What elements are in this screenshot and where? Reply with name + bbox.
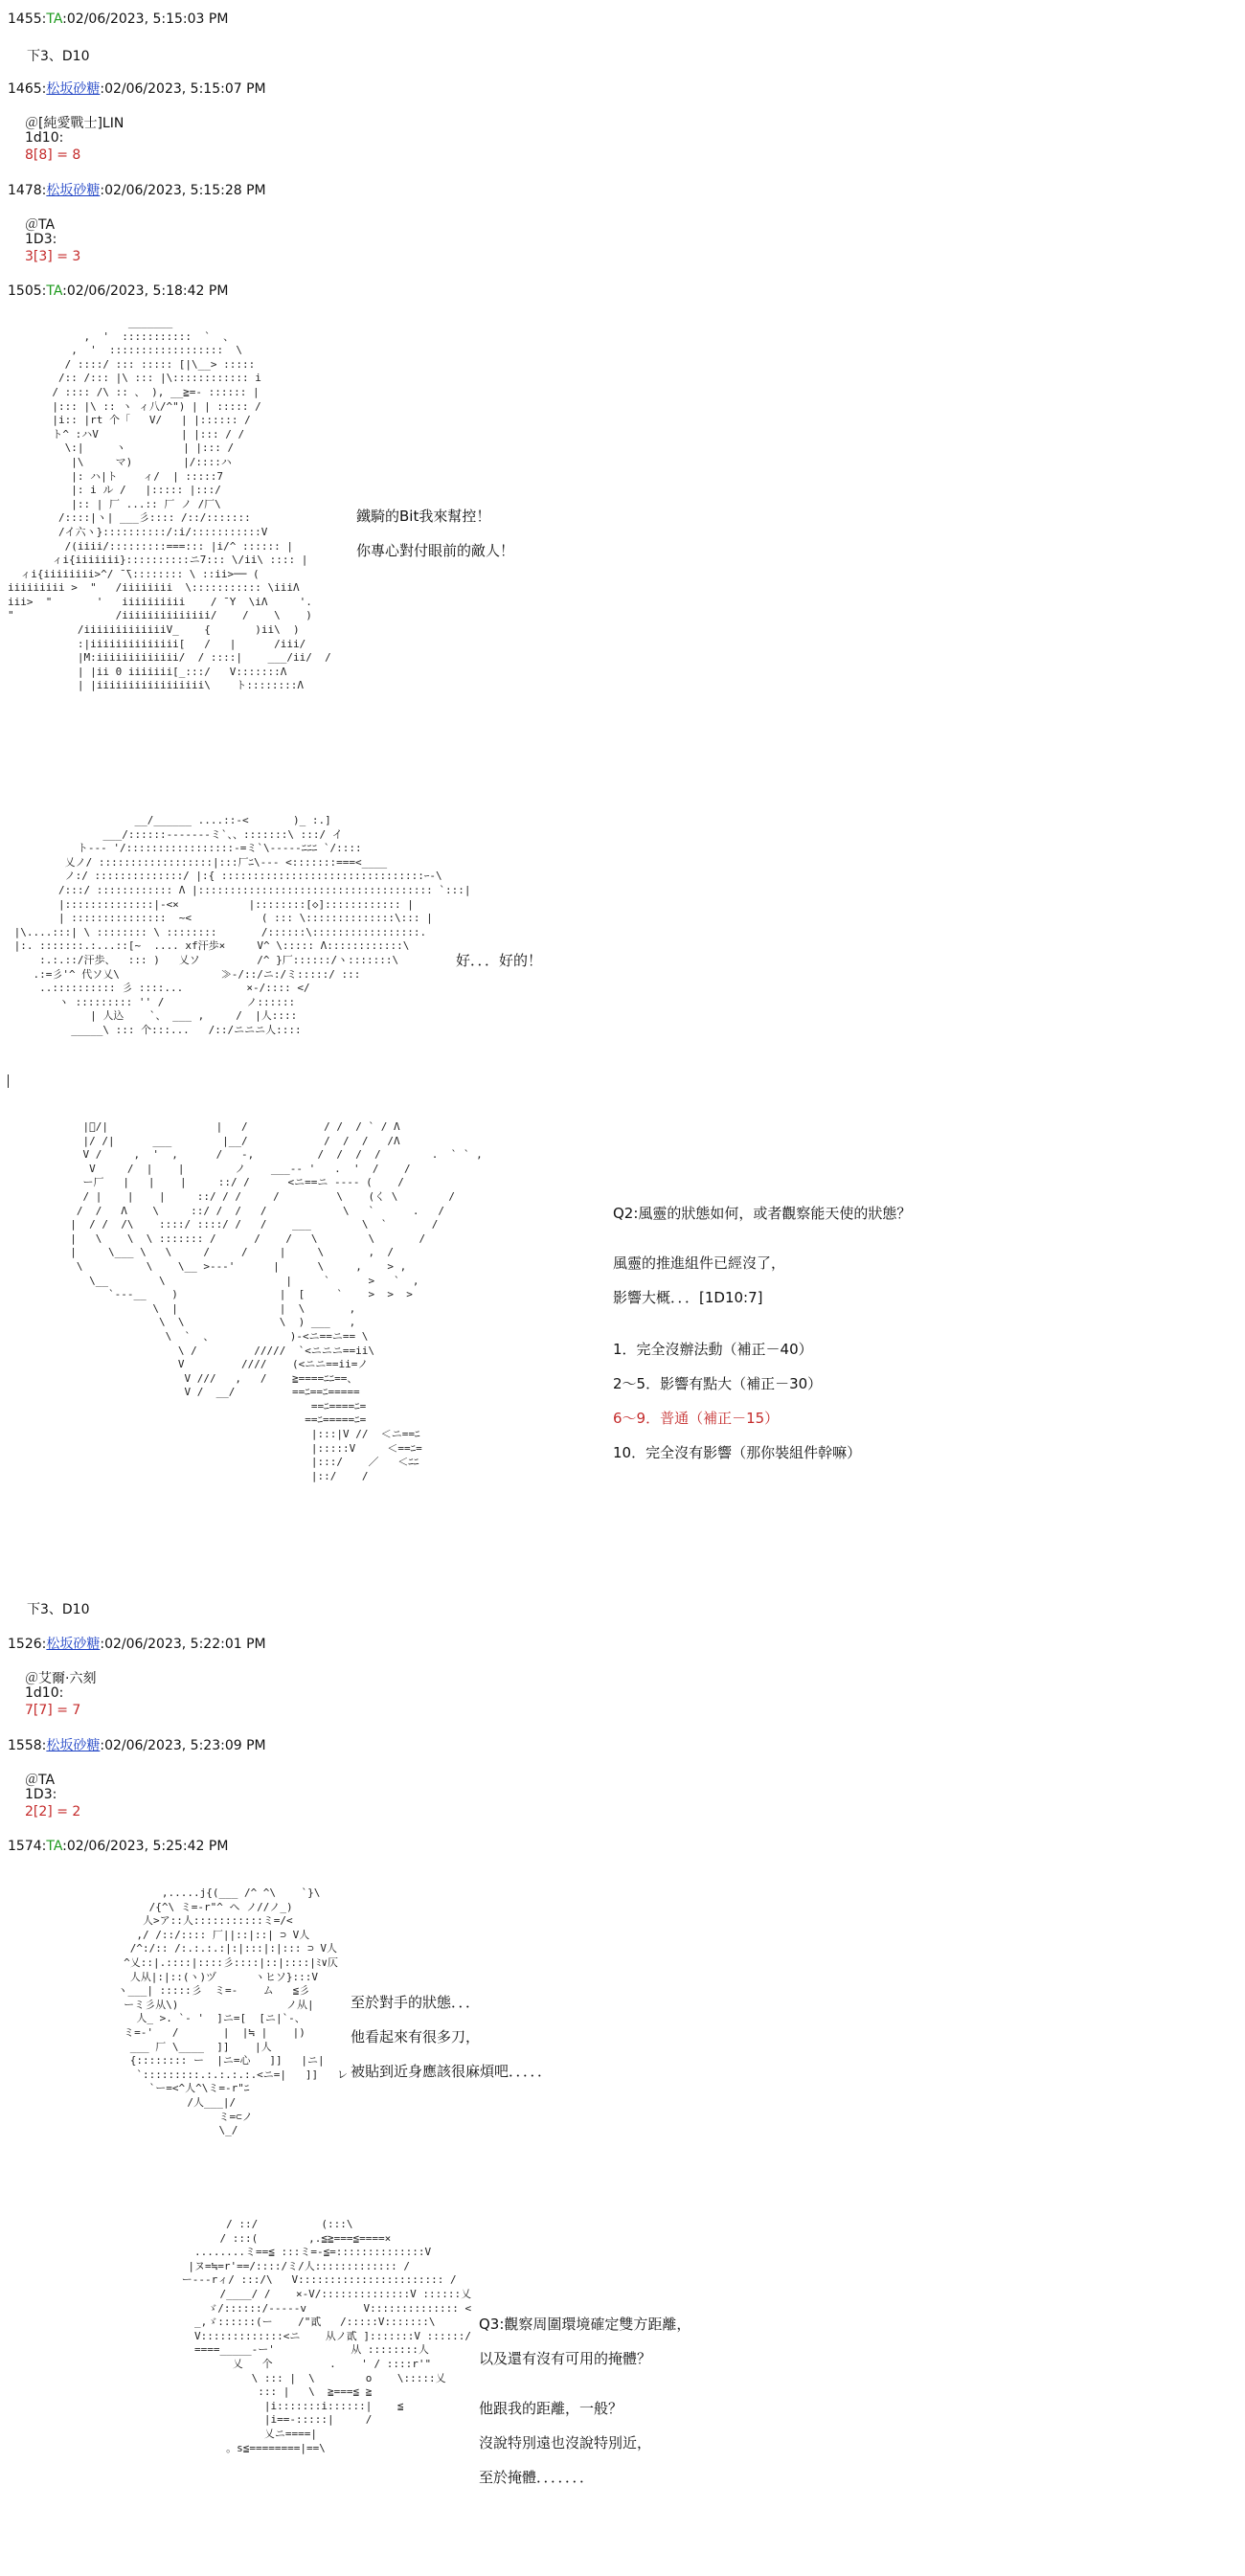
post-header: 1505:TA:02/06/2023, 5:18:42 PM bbox=[8, 283, 229, 299]
post-body-line: ＠艾爾·六刻 bbox=[25, 1671, 97, 1686]
post-number: 1574 bbox=[8, 1839, 42, 1854]
dialog-line: 沒說特別遠也沒說特別近， bbox=[479, 2434, 652, 2452]
dice-result: 3[3] = 3 bbox=[25, 249, 81, 264]
post-time: 02/06/2023, 5:22:01 PM bbox=[104, 1637, 266, 1652]
post-body-line: ＠[純愛戰士]LIN bbox=[25, 116, 124, 131]
post-body-line: ＠TA bbox=[25, 217, 56, 233]
dialog-line: 被貼到近身應該很麻煩吧．．．．． bbox=[351, 2063, 553, 2080]
post-time: 02/06/2023, 5:15:07 PM bbox=[104, 81, 266, 97]
post-body-line: 下3、D10 bbox=[27, 49, 90, 64]
dialog-line: 你專心對付眼前的敵人！ bbox=[356, 542, 515, 559]
post-body-line: 1d10: bbox=[25, 1685, 64, 1701]
post-number: 1455 bbox=[8, 11, 42, 27]
post-body-line: 1D3: bbox=[25, 232, 57, 247]
post-time: 02/06/2023, 5:15:03 PM bbox=[66, 11, 229, 27]
poster-name: TA bbox=[46, 283, 63, 299]
question-line: Q2:風靈的狀態如何，或者觀察能天使的狀態？ bbox=[613, 1205, 912, 1222]
divider-tick bbox=[8, 1074, 9, 1088]
dialog-line: 他跟我的距離，一般？ bbox=[479, 2400, 623, 2417]
dialog-line: 風靈的推進組件已經沒了， bbox=[613, 1254, 786, 1272]
ascii-art-character: _______ , ' ::::::::::: ` 、 , ' :::::::::::::::::: \ / ::::/ ::: ::::: [|\__> ::::: /:: /::: |\ ::: |\:::::::::::: i / :::: /\ :: 、 ), __≧=- :::::: | |::: |\ :: ヽ ィ八/^") | | ::::: / |i:: |rt 个「 V/ | |:::::: / ト^ :ハV | |::: / / \:| ヽ | |::: / |\ マ) |/::::ハ |: ハ|ト ィ/ | :::::7 |: i ル / |::::: |:::/ |:: | 厂 ...:: 厂 ノ /厂\ /::::|ヽ| ___彡:::: /::/::::::: /イ六ヽ}::::::::::/:i/:::::::::::V /(iiii/:::::::::===::: |i/^ :::::: | ィi{iiiiiii}::::::::::ニ7::: \/ii\ :::: | ィi{iiiiiiii>^/ ̄ ̄\:::::::: \ ::ii>── ( iiiiiiiii > " /iiiiiiii \::::::::::: \iiiΛ iii> " ' iiiiiiiiii / ̄ Y \iΛ '. " /iiiiiiiiiiiiii/ / \ ) /iiiiiiiiiiiiiV_ { )ii\ ) :|iiiiiiiiiiiiii[ / | /iii/ |M:iiiiiiiiiiiii/ / ::::| ___/ii/ / | |ii 0 iiiiiii[_:::/ V:::::::Λ | |iiiiiiiiiiiiiiiii\ ト::::::::Λ bbox=[8, 316, 331, 692]
post-body-line: 1D3: bbox=[25, 1787, 57, 1802]
ascii-art-mecha: |゙/| | / / / / ` / Λ |/ /| ___ |__/ / / / /Λ V / , ' , / -, / / / / . ` ` , V / | | ノ ___-- ' . ' / / ー厂 | | | ::/ / <ニ==ニ ---- ( / / | | | ::/ / / / \ (く \ / / / Λ \ ::/ / / / \ ` . / | / / /\ ::::/ ::::/ / / ___ \ ` / | \ \ \ ::::::: / / / \ \ / | \___ \ \ / / | \ , / \ \ \__ >---' | \ , > , \__ \ | ` > ` , `---__ ) | [ ` > > > \ | | \ , \ \ \ ) ___ , \ ` 、 )-<ニ==ニ== \ \ / ///// `<ニニニ==ii\ V //// (<ニニ==ii=ノ V /// , / ≧====ﾆﾆ==、 V / __/ ==ﾆ==ﾆ===== ==ﾆ====ﾆ= ==ﾆ=====ﾆ= |:::|V // ＜ニ==ﾆ |:::::V ＜==ﾆ= |:::/ ／ ＜ﾆﾆ |::/ / bbox=[70, 1120, 483, 1482]
dialog-line: 影響大概．．．[1D10:7] bbox=[613, 1289, 763, 1306]
option-line: 2～5．影響有點大（補正－30） bbox=[613, 1375, 823, 1392]
dice-result: 8[8] = 8 bbox=[25, 147, 81, 163]
poster-name-link[interactable]: 松坂砂糖 bbox=[46, 1637, 101, 1652]
poster-name-link[interactable]: 松坂砂糖 bbox=[46, 183, 101, 198]
post-number: 1465 bbox=[8, 81, 42, 97]
poster-name: TA bbox=[46, 11, 63, 27]
post-time: 02/06/2023, 5:23:09 PM bbox=[104, 1738, 266, 1753]
post-number: 1558 bbox=[8, 1738, 42, 1753]
dialog-line: 至於掩體．．．．．．． bbox=[479, 2469, 595, 2486]
dialog-line: 至於對手的狀態．．． bbox=[351, 1994, 481, 2011]
post-time: 02/06/2023, 5:15:28 PM bbox=[104, 183, 266, 198]
ascii-art-character: __/______ ....::-< )_ :.] ___/::::::-------ミ`、、:::::::\ :::/ イ ト--- '/:::::::::::::::::-=ミ`\-----ﾆﾆﾆ `/:::: 乂ノ/ ::::::::::::::::::|:::厂ﾆ\--- <:::::::===<____ ノ:/ ::::::::::::::/ |:{ ::::::::::::::::::::::::::::::::ｰ-\ /:::/ :::::::::::: Λ |::::::::::::::::::::::::::::::::::::: `:::| |::::::::::::::|-<× |::::::::[◇]:::::::::::: | | ::::::::::::::: ~< ( ::: \::::::::::::::\::: | |\....:::| \ :::::::: \ :::::::: /::::::\:::::::::::::::::. |:. :::::::.:...::[~ .... xf汗歩× V^ \::::: Λ::::::::::::\ :.:.::/汗歩、 ::: ) 乂ソ /^ }厂::::::/ヽ:::::::\ .:=彡'^ 代ソ乂\ ≫-/::/ニ:/ミ:::::/ ::: ..:::::::::: 彡 ::::... ×-/:::: </ ヽ ::::::::: '' / ノ:::::: | 人込 `、 ___ , / |人:::: _____\ ::: 个:::... /::/ニニニ人:::: bbox=[13, 814, 471, 1036]
question-line: Q3:觀察周圍環境確定雙方距離， bbox=[479, 2316, 691, 2333]
dice-result: 2[2] = 2 bbox=[25, 1804, 81, 1819]
post-header: 1465:松坂砂糖:02/06/2023, 5:15:07 PM bbox=[8, 81, 266, 97]
post-body-line: ＠TA bbox=[25, 1773, 56, 1788]
poster-name: TA bbox=[46, 1839, 63, 1854]
post-header: 1574:TA:02/06/2023, 5:25:42 PM bbox=[8, 1839, 229, 1854]
post-time: 02/06/2023, 5:18:42 PM bbox=[66, 283, 229, 299]
post-header: 1455:TA:02/06/2023, 5:15:03 PM bbox=[8, 11, 229, 27]
post-header: 1558:松坂砂糖:02/06/2023, 5:23:09 PM bbox=[8, 1738, 266, 1753]
ascii-art-character: ,.....j{(___ /^ ^\ `}\ /{^\ ミ=-r"^ ヘ ノ//ノ_) 人>ア::人:::::::::::ミ=/< ,/ /::/:::: 厂||::|::| ⊃ V人 /^:/:: /:.:.:.:|:|:::|:|::: ⊃ V人 ^乂::|.::::|::::彡::::|::|::::|ﾐ∨仄 人从|:|::(ヽ)ヅ ヽヒソ}:::V ヽ___| :::::彡 ミ=- ム ≦彡 ーミ彡从\) ノ从| 人_ >. `- ' ]ニ=[ [ニ|`-、 ミ=-' / | |≒ | |) ___ 厂 \____ ]] |人 {:::::::: ー |ニ=心 ]] |ニ| `:::::::::.:.:.:.:.<ニ=| ]] レ `ー=<^人^\ミ=-r"ﾆ /人___|/ ミ=⊂ノ \_/ bbox=[117, 1887, 349, 2137]
option-line: 10．完全沒有影響（那你裝組件幹嘛） bbox=[613, 1444, 862, 1461]
option-line: 1．完全沒辦法動（補正－40） bbox=[613, 1341, 813, 1358]
post-header: 1526:松坂砂糖:02/06/2023, 5:22:01 PM bbox=[8, 1637, 266, 1652]
interlude-line: 下3、D10 bbox=[27, 1602, 90, 1617]
dice-result: 7[7] = 7 bbox=[25, 1703, 81, 1718]
post-time: 02/06/2023, 5:25:42 PM bbox=[66, 1839, 229, 1854]
ascii-art-character: / ::/ (:::\ / :::( ,.≦≧===≦====× ........ミ==≦ :::ミ=-≦=::::::::::::::V |ヌ=≒=r'==/::::/ミ/人::::::::::::: / ー---rィ/ :::/\ V::::::::::::::::::::::: / /____/ / ×-V/::::::::::::::V ::::::乂 ゞ/::::::/-----v V:::::::::::::: < _,ゞ::::::(ー /"貳 /:::::V:::::::\ V:::::::::::::<ニ 从ノ貳 ]:::::::V ::::::/ ====_____-ー' 从 ::::::::人 乂 个 . ' / ::::r'" \ ::: | \ o \:::::乂 ::: | \ ≧===≦ ≧ |i:::::::i::::::| ≦ |i==-:::::| / 乂ニ====| 。s≦========|==\ bbox=[181, 2218, 472, 2454]
dialog-line: 以及還有沒有可用的掩體？ bbox=[479, 2350, 652, 2367]
post-header: 1478:松坂砂糖:02/06/2023, 5:15:28 PM bbox=[8, 183, 266, 198]
dialog-line: 他看起來有很多刀， bbox=[351, 2028, 481, 2045]
post-number: 1505 bbox=[8, 283, 42, 299]
post-body-line: 1d10: bbox=[25, 130, 64, 146]
poster-name-link[interactable]: 松坂砂糖 bbox=[46, 81, 101, 97]
option-line-selected: 6～9．普通（補正－15） bbox=[613, 1410, 780, 1427]
poster-name-link[interactable]: 松坂砂糖 bbox=[46, 1738, 101, 1753]
post-number: 1478 bbox=[8, 183, 42, 198]
dialog-line: 鐵騎的Bit我來幫控！ bbox=[356, 508, 491, 525]
dialog-line: 好．．．好的！ bbox=[456, 952, 543, 969]
post-number: 1526 bbox=[8, 1637, 42, 1652]
